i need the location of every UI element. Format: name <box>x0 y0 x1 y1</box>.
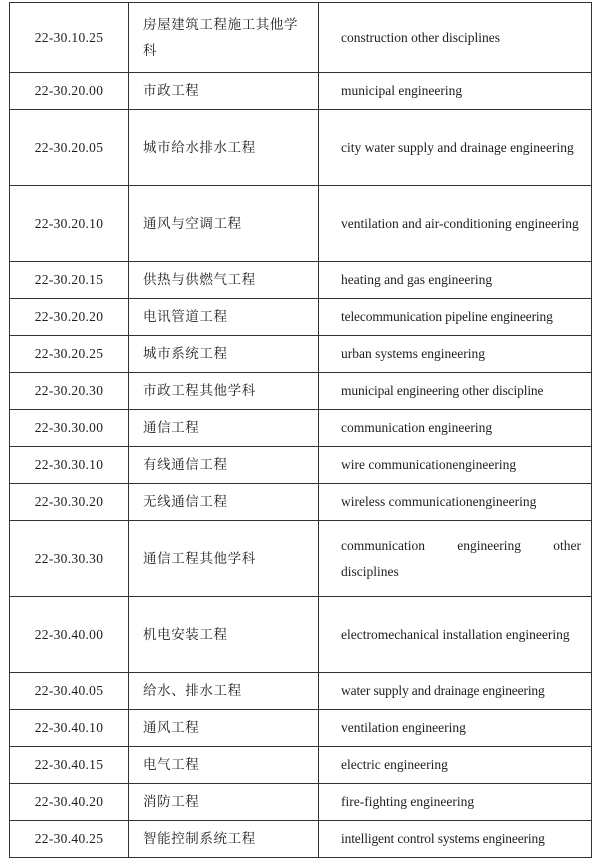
code-cell: 22-30.20.30 <box>10 373 129 410</box>
code-cell: 22-30.40.15 <box>10 747 129 784</box>
code-cell: 22-30.30.00 <box>10 410 129 447</box>
code-cell: 22-30.20.20 <box>10 299 129 336</box>
code-cell: 22-30.30.30 <box>10 521 129 597</box>
english-term-cell: heating and gas engineering <box>319 262 592 299</box>
code-cell: 22-30.20.00 <box>10 73 129 110</box>
chinese-term-cell: 市政工程其他学科 <box>129 373 319 410</box>
chinese-term-cell: 给水、排水工程 <box>129 673 319 710</box>
english-term-cell: urban systems engineering <box>319 336 592 373</box>
table-row <box>10 710 592 747</box>
english-term-cell: municipal engineering <box>319 73 592 110</box>
english-term-cell: telecommunication pipeline engineering <box>319 299 592 336</box>
english-term-cell: communication engineering other disciplines <box>319 521 592 597</box>
english-term-cell: ventilation and air-conditioning engineering <box>319 186 592 262</box>
table-row <box>10 784 592 821</box>
english-term-cell: wire communicationengineering <box>319 447 592 484</box>
english-term-cell: city water supply and drainage engineering <box>319 110 592 186</box>
chinese-term-cell: 通信工程 <box>129 410 319 447</box>
table-row <box>10 597 592 673</box>
table-row <box>10 73 592 110</box>
code-cell: 22-30.20.25 <box>10 336 129 373</box>
code-cell: 22-30.20.05 <box>10 110 129 186</box>
english-term-cell: fire-fighting engineering <box>319 784 592 821</box>
table-row <box>10 447 592 484</box>
chinese-term-cell: 通信工程其他学科 <box>129 521 319 597</box>
chinese-term-cell: 智能控制系统工程 <box>129 821 319 858</box>
code-cell: 22-30.10.25 <box>10 3 129 73</box>
english-term-cell: electromechanical installation engineering <box>319 597 592 673</box>
table-row <box>10 186 592 262</box>
english-term-cell: communication engineering <box>319 410 592 447</box>
chinese-term-cell: 市政工程 <box>129 73 319 110</box>
chinese-term-cell: 城市系统工程 <box>129 336 319 373</box>
chinese-term-cell: 房屋建筑工程施工其他学科 <box>129 3 319 73</box>
chinese-term-cell: 通风工程 <box>129 710 319 747</box>
code-cell: 22-30.40.00 <box>10 597 129 673</box>
chinese-term-cell: 通风与空调工程 <box>129 186 319 262</box>
code-cell: 22-30.40.05 <box>10 673 129 710</box>
table-row <box>10 110 592 186</box>
table-row <box>10 521 592 597</box>
english-term-cell: intelligent control systems engineering <box>319 821 592 858</box>
table-row <box>10 484 592 521</box>
chinese-term-cell: 供热与供燃气工程 <box>129 262 319 299</box>
english-term-cell: wireless communicationengineering <box>319 484 592 521</box>
english-term-cell: ventilation engineering <box>319 710 592 747</box>
code-cell: 22-30.40.25 <box>10 821 129 858</box>
table-row <box>10 262 592 299</box>
table-row <box>10 336 592 373</box>
code-cell: 22-30.40.10 <box>10 710 129 747</box>
table-row <box>10 410 592 447</box>
code-cell: 22-30.40.20 <box>10 784 129 821</box>
table-row <box>10 673 592 710</box>
english-term-cell: municipal engineering other discipline <box>319 373 592 410</box>
chinese-term-cell: 城市给水排水工程 <box>129 110 319 186</box>
english-term-cell: construction other disciplines <box>319 3 592 73</box>
table-row <box>10 3 592 73</box>
chinese-term-cell: 电气工程 <box>129 747 319 784</box>
code-cell: 22-30.20.10 <box>10 186 129 262</box>
table-row <box>10 821 592 858</box>
code-cell: 22-30.20.15 <box>10 262 129 299</box>
table-row <box>10 373 592 410</box>
chinese-term-cell: 消防工程 <box>129 784 319 821</box>
code-cell: 22-30.30.20 <box>10 484 129 521</box>
chinese-term-cell: 有线通信工程 <box>129 447 319 484</box>
table-row <box>10 299 592 336</box>
classification-table <box>9 2 592 858</box>
chinese-term-cell: 机电安装工程 <box>129 597 319 673</box>
code-cell: 22-30.30.10 <box>10 447 129 484</box>
table-row <box>10 747 592 784</box>
chinese-term-cell: 无线通信工程 <box>129 484 319 521</box>
english-term-cell: water supply and drainage engineering <box>319 673 592 710</box>
chinese-term-cell: 电讯管道工程 <box>129 299 319 336</box>
english-term-cell: electric engineering <box>319 747 592 784</box>
